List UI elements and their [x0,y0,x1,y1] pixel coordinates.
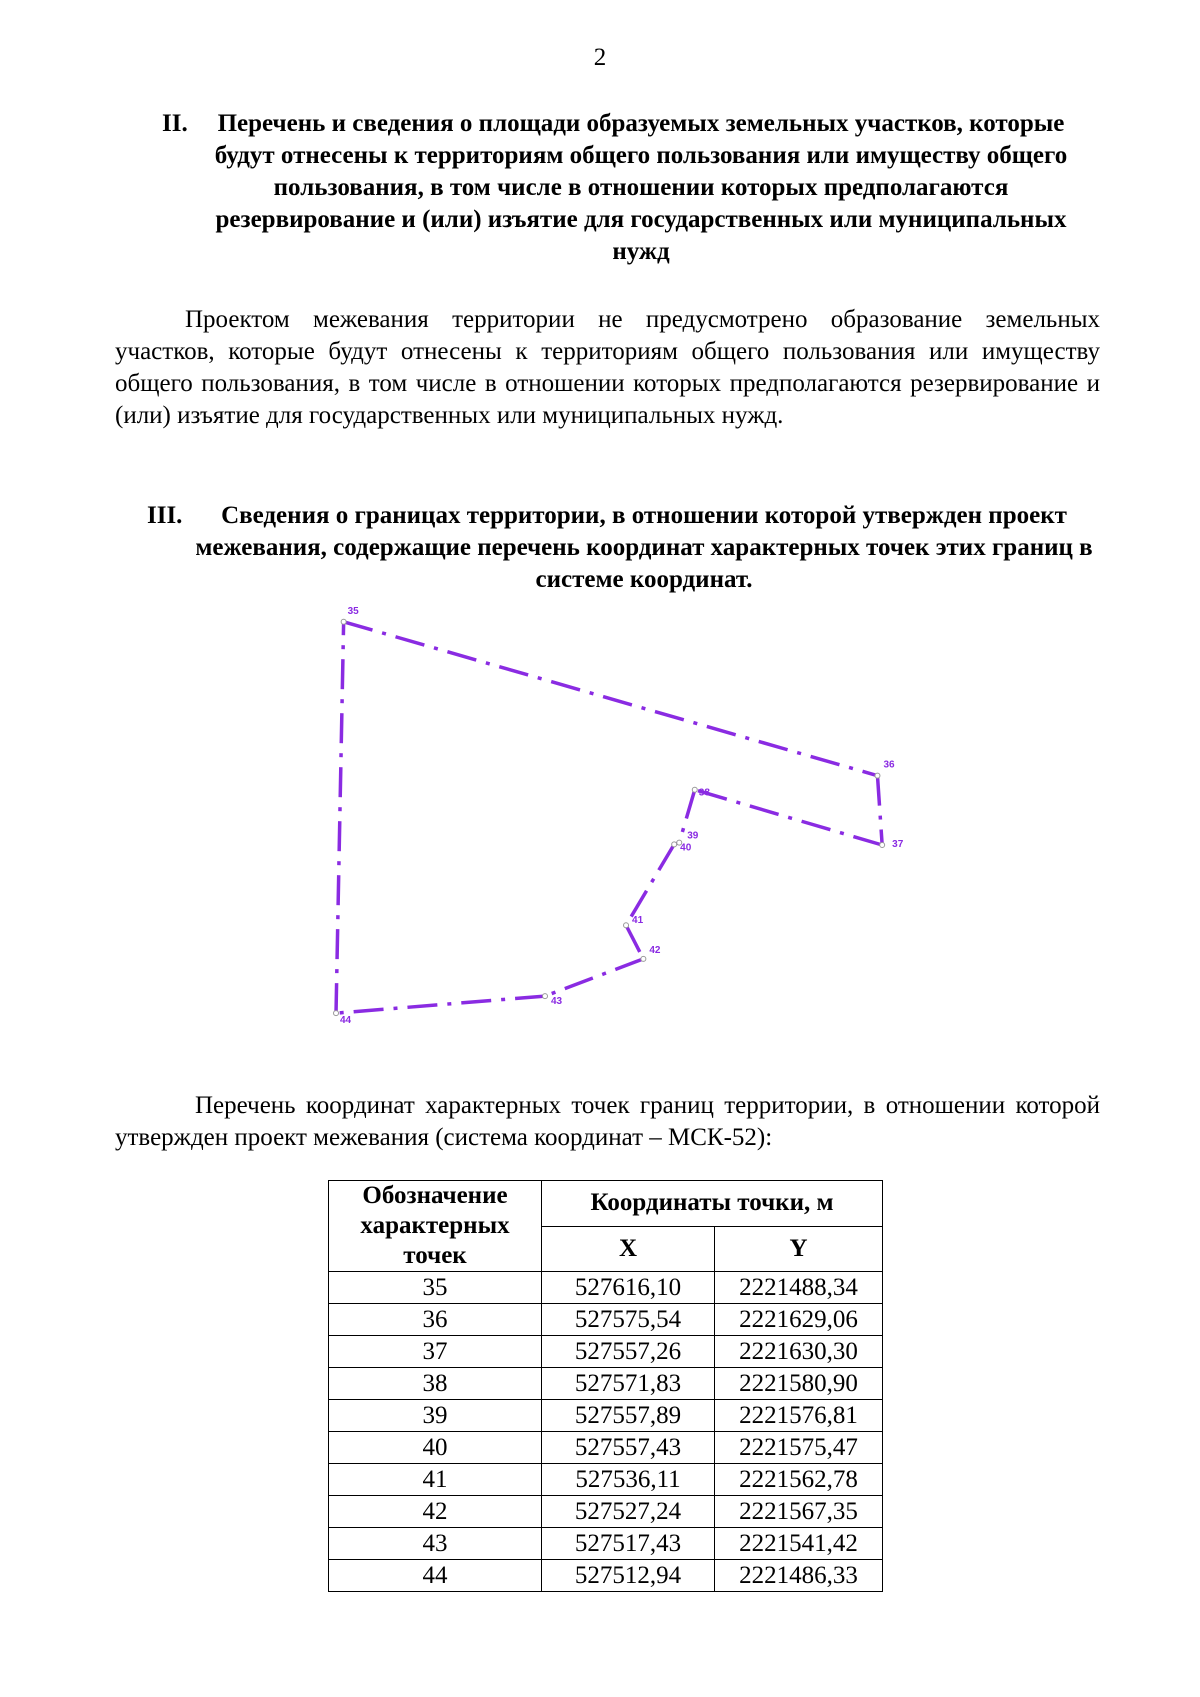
cell-y: 2221488,34 [715,1272,883,1304]
coordinates-table [328,1180,883,1592]
cell-x: 527557,89 [542,1400,715,1432]
cell-x: 527616,10 [542,1272,715,1304]
table-row [329,1368,883,1400]
page-number: 2 [593,44,607,71]
cell-x: 527575,54 [542,1304,715,1336]
cell-point: 36 [329,1304,542,1336]
boundary-segment [695,787,882,845]
section-2-heading [160,108,1080,268]
header-y: Y [715,1226,883,1272]
cell-y: 2221541,42 [715,1528,883,1560]
table-row [329,1400,883,1432]
cell-point: 37 [329,1336,542,1368]
cell-x: 527536,11 [542,1464,715,1496]
cell-x: 527527,24 [542,1496,715,1528]
boundary-segment [344,622,878,776]
boundary-segment [545,959,643,996]
cell-y: 2221630,30 [715,1336,883,1368]
point-label: 37 [892,839,904,851]
cell-x: 527571,83 [542,1368,715,1400]
table-row [329,1304,883,1336]
boundary-point [641,956,646,961]
point-label: 35 [347,605,359,617]
cell-point: 41 [329,1464,542,1496]
boundary-point [875,773,880,778]
boundary-point [672,842,677,847]
table-row [329,1336,883,1368]
boundary-point [624,923,629,928]
section-2-title: Перечень и сведения о площади образуемых земельных участков, которые будут отнесены к территориям общего пользования или имуществу общего пользования, в том числе в отношении которых предполагаются резервирование и (или) изъятие для государственных или муниципальных нужд [214,110,1068,265]
boundary-point [341,619,346,624]
boundary-point [880,843,885,848]
cell-y: 2221575,47 [715,1432,883,1464]
header-coordinates: Координаты точки, м [542,1181,883,1227]
point-label: 44 [340,1015,352,1027]
boundary-segment [626,925,643,959]
cell-y: 2221576,81 [715,1400,883,1432]
cell-x: 527557,43 [542,1432,715,1464]
point-label: 36 [883,759,895,771]
header-x: X [542,1226,715,1272]
cell-y: 2221629,06 [715,1304,883,1336]
point-label: 41 [632,915,644,927]
cell-y: 2221567,35 [715,1496,883,1528]
table-row [329,1528,883,1560]
cell-point: 44 [329,1560,542,1592]
cell-y: 2221580,90 [715,1368,883,1400]
section-3-number: III. [147,502,183,529]
boundary-segment [336,622,344,1013]
cell-x: 527517,43 [542,1528,715,1560]
section-3-heading [145,500,1095,596]
point-label: 40 [680,842,692,854]
cell-x: 527557,26 [542,1336,715,1368]
section-3-title: Сведения о границах территории, в отношении которой утвержден проект межевания, содержащие перечень координат характерных точек этих границ в системе координат. [195,502,1093,593]
point-label: 42 [649,944,661,956]
cell-point: 43 [329,1528,542,1560]
cell-point: 42 [329,1496,542,1528]
boundary-point [542,994,547,999]
boundary-scheme [300,595,940,1055]
cell-point: 40 [329,1432,542,1464]
boundary-segment [877,776,882,845]
paragraph-coordinates-intro: Перечень координат характерных точек границ территории, в отношении которой утвержден проект межевания (система координат – МСК-52): [115,1092,1100,1151]
cell-point: 39 [329,1400,542,1432]
table-row [329,1272,883,1304]
cell-y: 2221562,78 [715,1464,883,1496]
table-row [329,1464,883,1496]
boundary-segment [626,844,674,925]
point-label: 38 [698,787,710,799]
cell-y: 2221486,33 [715,1560,883,1592]
point-label: 39 [687,830,699,842]
header-point-designation: Обозначение характерных точек [329,1181,542,1272]
section-2-number: II. [162,110,188,137]
paragraph-no-public-plots: Проектом межевания территории не предусмотрено образование земельных участков, которые будут отнесены к территориям общего пользования или имуществу общего пользования, в том числе в отношении которых предполагаются резервирование и (или) изъятие для государственных или муниципальных нужд. [115,306,1100,429]
cell-point: 38 [329,1368,542,1400]
point-label: 43 [550,996,563,1008]
boundary-segment [336,996,545,1013]
table-row [329,1432,883,1464]
table-row [329,1496,883,1528]
boundary-point [334,1011,339,1016]
table-row [329,1560,883,1592]
boundary-point [692,787,697,792]
cell-x: 527512,94 [542,1560,715,1592]
cell-point: 35 [329,1272,542,1304]
